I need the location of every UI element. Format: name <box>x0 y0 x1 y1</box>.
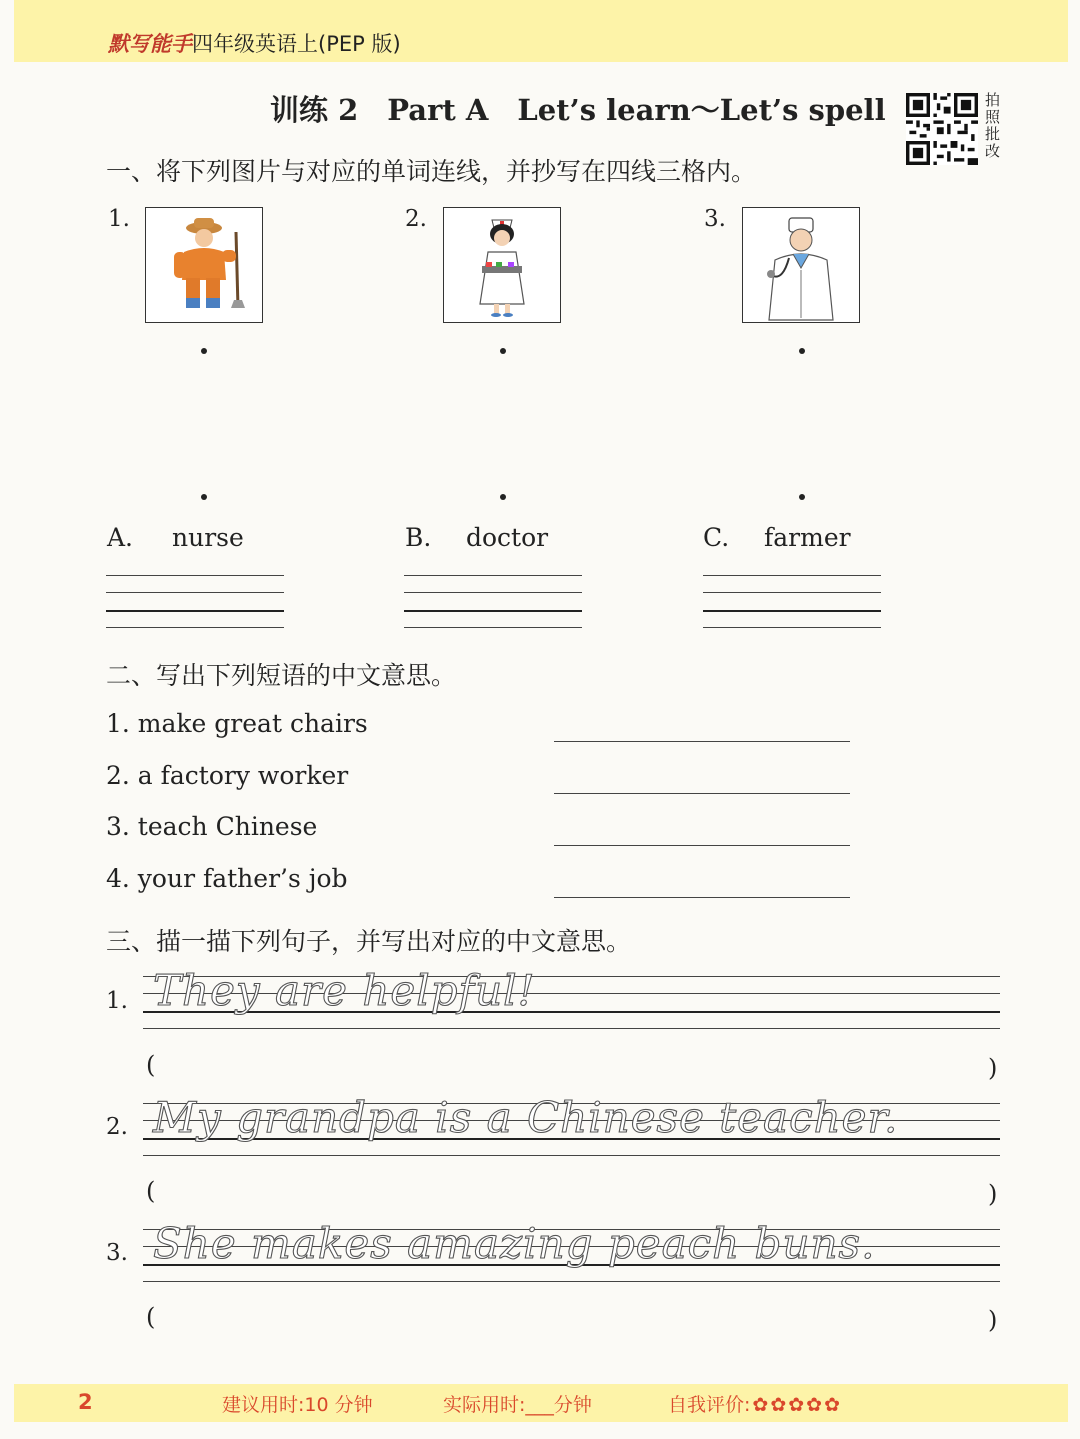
picture-number-1: 1. <box>108 206 130 232</box>
trace-lines-2[interactable] <box>143 1093 1000 1155</box>
word-letter-b: B. <box>405 523 432 552</box>
rating-stars[interactable] <box>750 1394 840 1416</box>
sentence-number-2: 2. <box>106 1114 128 1140</box>
rating-star-icon[interactable]: ✿ <box>788 1394 805 1416</box>
sentence-number-3: 3. <box>106 1240 128 1266</box>
word-farmer: farmer <box>764 523 851 552</box>
lesson-title: 训练 2 Part A Let’s learn～Let’s spell <box>270 93 886 127</box>
picture-number-2: 2. <box>405 206 427 232</box>
brand-logo-text: 默写能手 <box>108 32 192 56</box>
rating-star-icon[interactable]: ✿ <box>824 1394 841 1416</box>
paren-close-3: ) <box>988 1306 998 1334</box>
word-nurse: nurse <box>172 523 244 552</box>
word-letter-a: A. <box>107 523 134 552</box>
answer-line-1[interactable] <box>554 741 850 742</box>
trace-sentence-1: They are helpful! <box>153 966 536 1015</box>
match-dot-picture-2[interactable] <box>500 348 506 354</box>
qr-code-icon[interactable] <box>906 93 978 165</box>
phrase-2: 2. a factory worker <box>106 761 349 790</box>
paren-close-2: ) <box>988 1180 998 1208</box>
self-rating-label: 自我评价: <box>668 1394 751 1416</box>
trace-sentence-2: My grandpa is a Chinese teacher. <box>153 1093 899 1142</box>
doctor-icon <box>743 208 859 322</box>
book-brand <box>108 28 401 58</box>
word-letter-c: C. <box>703 523 730 552</box>
paren-open-3: ( <box>146 1303 156 1331</box>
section-1-title: 一、将下列图片与对应的单词连线，并抄写在四线三格内。 <box>106 157 757 186</box>
nurse-icon <box>444 208 560 322</box>
section-3-title: 三、描一描下列句子，并写出对应的中文意思。 <box>106 927 632 956</box>
rating-star-icon[interactable]: ✿ <box>752 1394 769 1416</box>
picture-doctor <box>742 207 860 323</box>
answer-line-2[interactable] <box>554 793 850 794</box>
self-rating <box>668 1390 840 1417</box>
qr-caption: 拍照批改 <box>985 91 1001 160</box>
copy-lines-a[interactable] <box>106 575 284 627</box>
trace-sentence-3: She makes amazing peach buns. <box>153 1219 876 1268</box>
sentence-number-1: 1. <box>106 988 128 1014</box>
match-dot-picture-1[interactable] <box>201 348 207 354</box>
picture-farmer <box>145 207 263 323</box>
match-dot-word-c[interactable] <box>799 494 805 500</box>
suggested-time: 建议用时:10 分钟 <box>222 1394 373 1416</box>
answer-line-3[interactable] <box>554 845 850 846</box>
book-subtitle: 四年级英语上(PEP 版) <box>192 32 401 56</box>
page-number: 2 <box>78 1390 93 1414</box>
picture-nurse <box>443 207 561 323</box>
phrase-4: 4. your father’s job <box>106 864 348 893</box>
phrase-1: 1. make great chairs <box>106 709 368 738</box>
match-dot-word-a[interactable] <box>201 494 207 500</box>
trace-lines-1[interactable] <box>143 966 1000 1028</box>
word-doctor: doctor <box>466 523 549 552</box>
trace-lines-3[interactable] <box>143 1219 1000 1281</box>
farmer-icon <box>146 208 262 322</box>
paren-open-2: ( <box>146 1177 156 1205</box>
copy-lines-b[interactable] <box>404 575 582 627</box>
rating-star-icon[interactable]: ✿ <box>806 1394 823 1416</box>
rating-star-icon[interactable]: ✿ <box>770 1394 787 1416</box>
copy-lines-c[interactable] <box>703 575 881 627</box>
actual-time: 实际用时:___分钟 <box>443 1394 592 1416</box>
paren-open-1: ( <box>146 1051 156 1079</box>
picture-number-3: 3. <box>704 206 726 232</box>
answer-line-4[interactable] <box>554 897 850 898</box>
match-dot-word-b[interactable] <box>500 494 506 500</box>
paren-close-1: ) <box>988 1054 998 1082</box>
match-dot-picture-3[interactable] <box>799 348 805 354</box>
phrase-3: 3. teach Chinese <box>106 812 318 841</box>
section-2-title: 二、写出下列短语的中文意思。 <box>106 661 457 690</box>
